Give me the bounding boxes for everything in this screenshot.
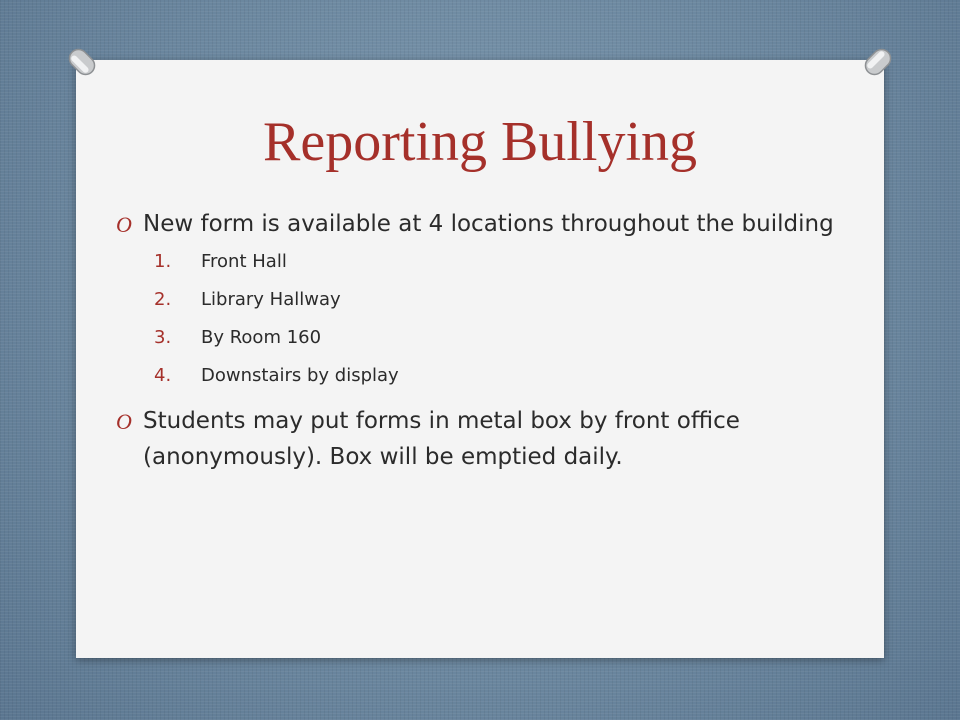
location-list — [154, 250, 846, 387]
slide-title: Reporting Bullying — [263, 111, 697, 173]
list-item — [154, 364, 846, 387]
list-item — [154, 288, 846, 311]
list-number: 4. — [154, 365, 172, 386]
pushpin-icon — [858, 42, 898, 82]
list-number: 3. — [154, 327, 172, 348]
list-item — [154, 250, 846, 273]
list-item — [154, 326, 846, 349]
bullet-list — [116, 206, 846, 475]
pushpin-icon — [62, 42, 102, 82]
bullet-marker: O — [116, 409, 132, 434]
list-item-text: Downstairs by display — [201, 365, 399, 386]
list-number: 1. — [154, 251, 172, 272]
bullet-marker: O — [116, 212, 132, 237]
list-item-text: Front Hall — [201, 251, 287, 272]
list-item-text: By Room 160 — [201, 327, 322, 348]
bullet-text: Students may put forms in metal box by front office (anonymously). Box will be emptied daily. — [143, 408, 740, 470]
list-item-text: Library Hallway — [201, 289, 341, 310]
bullet-item — [116, 403, 846, 475]
list-number: 2. — [154, 289, 172, 310]
bullet-text: New form is available at 4 locations throughout the building — [143, 211, 834, 237]
bullet-item — [116, 206, 846, 242]
